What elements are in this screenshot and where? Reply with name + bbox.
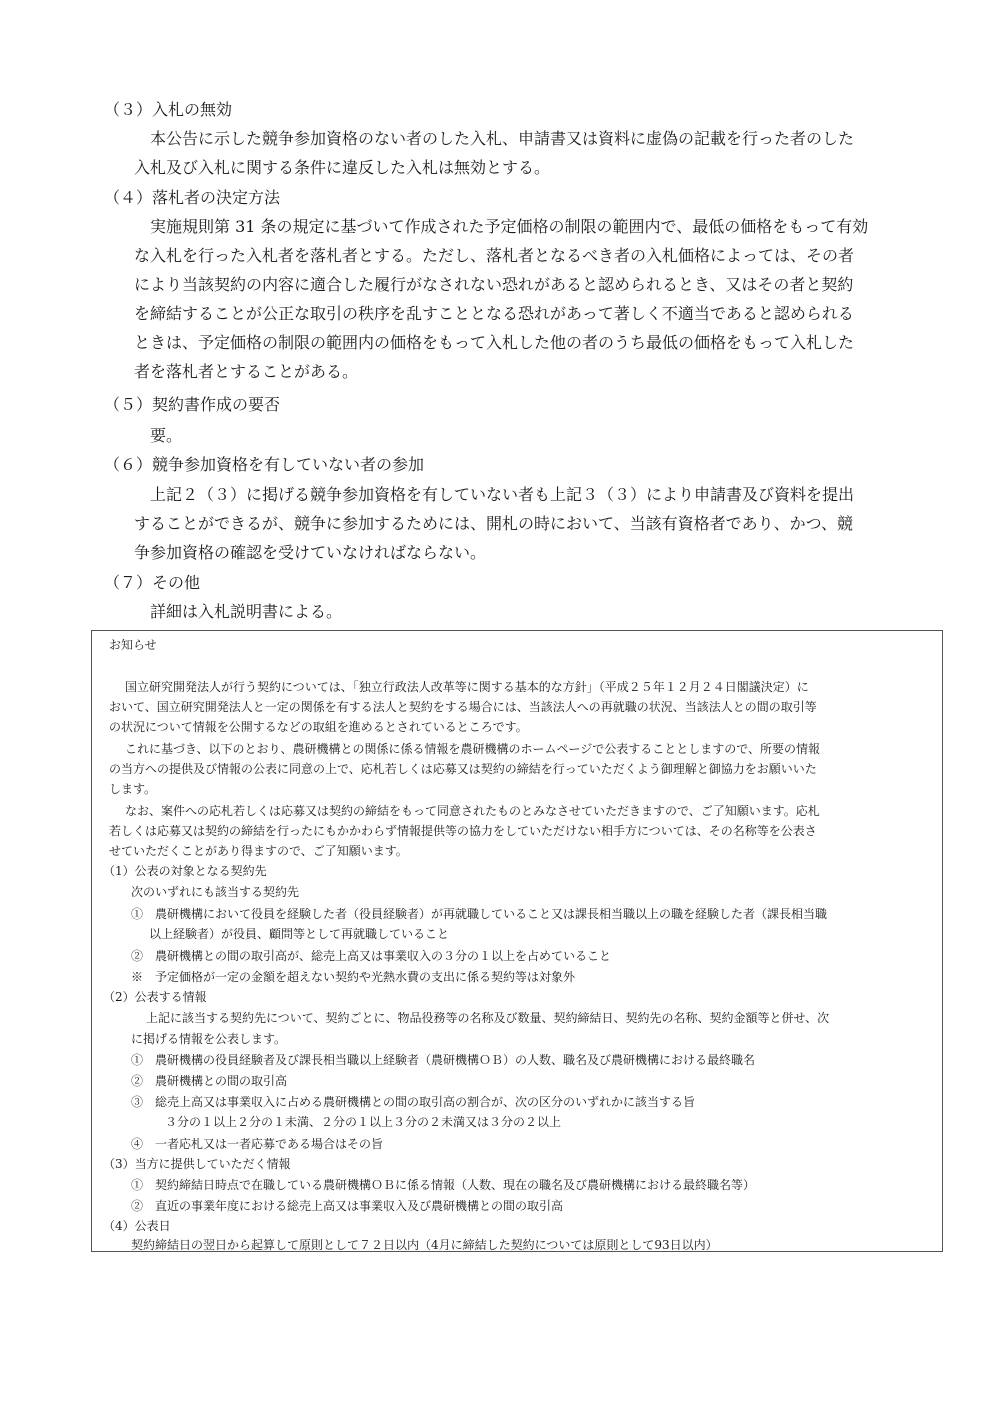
notice-list-item: ③ 総売上高又は事業収入に占める農研機構との間の取引高の割合が、次の区分のいずれかに該当する旨 (131, 1095, 696, 1109)
notice-list-item: ④ 一者応札又は一者応募である場合はその旨 (131, 1137, 384, 1151)
section-heading-other: （７）その他 (104, 573, 201, 592)
notice-line: 以上経験者）が役員、顧問等として再就職していること (149, 927, 450, 941)
body-line: な入札を行った入札者を落札者とする。ただし、落札者となるべき者の入札価格によっては、その者 (134, 246, 855, 265)
notice-line: これに基づき、以下のとおり、農研機構との関係に係る情報を農研機構のホームページで公表することとしますので、所要の情報 (125, 742, 821, 756)
section-heading-contract-document: （５）契約書作成の要否 (104, 395, 281, 414)
notice-line: 次のいずれにも該当する契約先 (131, 885, 300, 899)
notice-line: なお、案件への応札若しくは応募又は契約の締結をもって同意されたものとみなさせていただきますので、ご了知願います。応札 (125, 804, 820, 818)
notice-title: お知らせ (109, 638, 157, 652)
notice-subheading: （3）当方に提供していただく情報 (103, 1157, 291, 1171)
body-line: 実施規則第 31 条の規定に基づいて作成された予定価格の制限の範囲内で、最低の価格をもって有効 (150, 217, 869, 236)
notice-note: ※ 予定価格が一定の金額を超えない契約や光熱水費の支出に係る契約等は対象外 (131, 970, 576, 984)
body-line: ときは、予定価格の制限の範囲内の価格をもって入札した他の者のうち最低の価格をもって入札した (134, 333, 855, 352)
notice-line: ３分の１以上２分の１未満、２分の１以上３分の２未満又は３分の２以上 (165, 1115, 562, 1129)
notice-line: 若しくは応募又は契約の締結を行ったにもかかわらず情報提供等の協力をしていただけない相手方については、その名称等を公表さ (109, 824, 817, 838)
notice-list-item: ① 契約締結日時点で在職している農研機構ＯＢに係る情報（人数、現在の職名及び農研機構における最終職名等） (131, 1178, 756, 1192)
notice-line: せていただくことがあり得ますので、ご了知願います。 (109, 844, 408, 858)
section-heading-invalid-bid: （３）入札の無効 (104, 100, 233, 119)
notice-subheading: （2）公表する情報 (103, 990, 207, 1004)
notice-list-item: ① 農研機構において役員を経験した者（役員経験者）が再就職していること又は課長相当職以上の職を経験した者（課長相当職 (131, 907, 828, 921)
notice-line: おいて、国立研究開発法人と一定の関係を有する法人と契約をする場合には、当該法人への再就職の状況、当該法人との間の取引等 (109, 700, 817, 714)
body-line: を締結することが公正な取引の秩序を乱すこととなる恐れがあって著しく不適当であると認められる (134, 304, 854, 323)
notice-line: します。 (109, 782, 157, 796)
notice-line: に掲げる情報を公表します。 (131, 1032, 287, 1046)
body-line: することができるが、競争に参加するためには、開札の時において、当該有資格者であり、かつ、競 (134, 514, 854, 533)
notice-line: 国立研究開発法人が行う契約については、「独立行政法人改革等に関する基本的な方針」（平成２５年１２月２４日閣議決定）に (125, 680, 809, 694)
body-line: 要。 (150, 426, 183, 445)
body-line: 者を落札者とすることがある。 (134, 362, 359, 381)
notice-subheading: （1）公表の対象となる契約先 (103, 864, 267, 878)
notice-line: の当方への提供及び情報の公表に同意の上で、応札若しくは応募又は契約の締結を行っていただくよう御理解と御協力をお願いいた (109, 762, 817, 776)
notice-list-item: ② 農研機構との間の取引高 (131, 1074, 288, 1088)
notice-list-item: ② 直近の事業年度における総売上高又は事業収入及び農研機構との間の取引高 (131, 1199, 564, 1213)
notice-line: 上記に該当する契約先について、契約ごとに、物品役務等の名称及び数量、契約締結日、契約先の名称、契約金額等と併せ、次 (146, 1011, 830, 1025)
section-heading-award-method: （４）落札者の決定方法 (104, 188, 281, 207)
body-line: 本公告に示した競争参加資格のない者のした入札、申請書又は資料に虚偽の記載を行った者のした (150, 129, 855, 148)
notice-box (91, 630, 943, 1252)
body-line: 争参加資格の確認を受けていなければならない。 (134, 543, 487, 562)
body-line: により当該契約の内容に適合した履行がなされない恐れがあると認められるとき、又はその者と契約 (134, 275, 854, 294)
notice-subheading: （4）公表日 (103, 1219, 171, 1233)
notice-list-item: ② 農研機構との間の取引高が、総売上高又は事業収入の３分の１以上を占めていること (131, 949, 612, 963)
section-heading-unqualified-participation: （６）競争参加資格を有していない者の参加 (104, 455, 425, 474)
body-line: 上記２（３）に掲げる競争参加資格を有していない者も上記３（３）により申請書及び資料を提出 (150, 485, 855, 504)
notice-list-item: ① 農研機構の役員経験者及び課長相当職以上経験者（農研機構ＯＢ）の人数、職名及び農研機構における最終職名 (131, 1053, 756, 1067)
notice-line: 契約締結日の翌日から起算して原則として７２日以内（4月に締結した契約については原則として93日以内） (131, 1238, 718, 1252)
body-line: 詳細は入札説明書による。 (150, 602, 343, 621)
notice-line: の状況について情報を公開するなどの取組を進めるとされているところです。 (109, 720, 528, 734)
body-line: 入札及び入札に関する条件に違反した入札は無効とする。 (134, 158, 551, 177)
